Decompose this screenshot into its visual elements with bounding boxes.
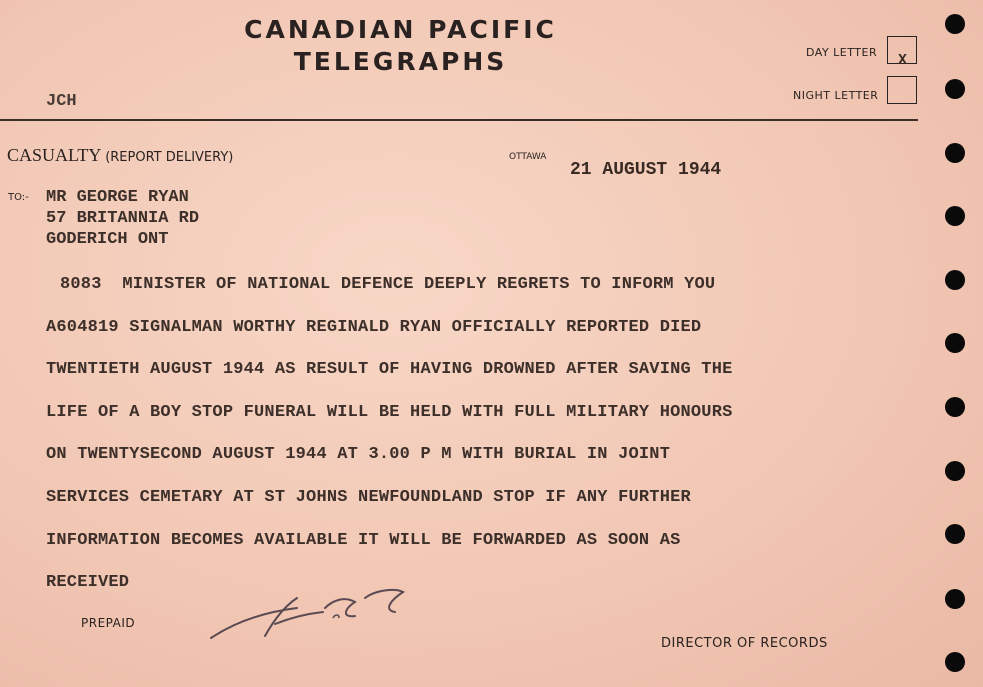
message-line: LIFE OF A BOY STOP FUNERAL WILL BE HELD WITH FULL MILITARY HONOURS (46, 403, 733, 422)
message-date: 21 AUGUST 1944 (570, 160, 722, 180)
message-line: A604819 SIGNALMAN WORTHY REGINALD RYAN OFFICIALLY REPORTED DIED (46, 318, 702, 337)
punch-hole (945, 524, 965, 544)
message-class-note: (REPORT DELIVERY) (105, 150, 234, 165)
punch-hole (945, 397, 965, 417)
header-divider (0, 119, 918, 121)
recipient-label: TO:- (8, 192, 29, 203)
signatory-title: DIRECTOR OF RECORDS (661, 636, 828, 651)
recipient-city: GODERICH ONT (46, 230, 169, 249)
message-line: RECEIVED (46, 573, 130, 592)
message-line: INFORMATION BECOMES AVAILABLE IT WILL BE FORWARDED AS SOON AS (46, 531, 681, 550)
punch-hole (945, 589, 965, 609)
operator-code: JCH (46, 92, 77, 111)
punch-hole (945, 143, 965, 163)
night-letter-label: NIGHT LETTER (793, 89, 879, 102)
punch-hole (945, 652, 965, 672)
company-title (228, 14, 573, 78)
punch-hole (945, 79, 965, 99)
punch-hole (945, 333, 965, 353)
message-line: 8083 MINISTER OF NATIONAL DEFENCE DEEPLY REGRETS TO INFORM YOU (60, 275, 716, 294)
recipient-street: 57 BRITANNIA RD (46, 209, 200, 228)
company-subtitle: TELEGRAPHS (293, 47, 508, 76)
message-class (7, 145, 233, 166)
message-line: TWENTIETH AUGUST 1944 AS RESULT OF HAVING DROWNED AFTER SAVING THE (46, 360, 733, 379)
day-letter-mark: X (898, 52, 908, 69)
company-name: CANADIAN PACIFIC (244, 15, 557, 44)
punch-hole (945, 14, 965, 34)
punch-hole (945, 270, 965, 290)
message-line: SERVICES CEMETARY AT ST JOHNS NEWFOUNDLAND STOP IF ANY FURTHER (46, 488, 691, 507)
day-letter-label: DAY LETTER (806, 46, 878, 59)
message-line: ON TWENTYSECOND AUGUST 1944 AT 3.00 P M WITH BURIAL IN JOINT (46, 445, 671, 464)
night-letter-checkbox (887, 76, 917, 104)
message-class-label: CASUALTY (7, 145, 101, 165)
recipient-name: MR GEORGE RYAN (46, 188, 189, 207)
punch-hole (945, 461, 965, 481)
prepaid-label: PREPAID (81, 616, 136, 630)
origin-city: OTTAWA (509, 152, 547, 162)
punch-hole (945, 206, 965, 226)
handwritten-signature (205, 578, 415, 648)
